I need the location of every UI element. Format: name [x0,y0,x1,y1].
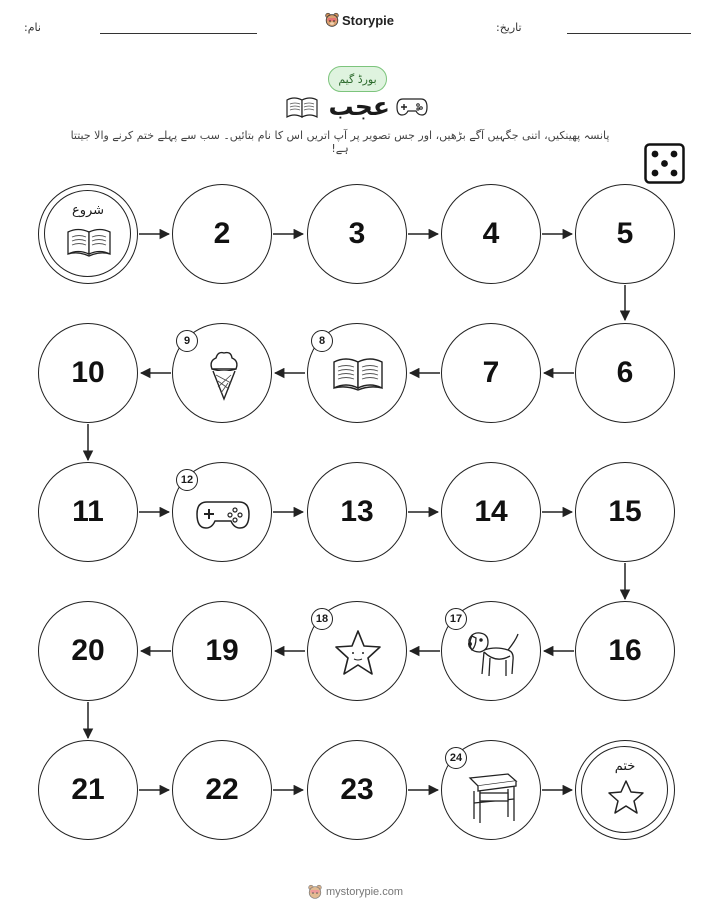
board-space[interactable]: 5 [575,184,675,284]
space-number: 8 [311,330,333,352]
page-title: عجب [328,92,390,121]
board-space[interactable]: 10 [38,323,138,423]
ice-cream-icon [173,324,273,424]
board-space-picture[interactable] [441,740,541,840]
board-space[interactable]: 20 [38,601,138,701]
date-label: تاریخ: [496,21,522,34]
open-book-icon [39,185,139,285]
board-space[interactable]: 4 [441,184,541,284]
end-label: ختم [614,759,636,774]
instructions: پانسہ پھینکیں، اتنی جگہیں آگے بڑھیں، اور جس تصویر پر آپ اتریں اس کا نام بتائیں۔ سب سے پہلے ختم کرنے والا جیتتا ہے! [70,129,610,155]
board-space[interactable]: 13 [307,462,407,562]
board-space[interactable]: 21 [38,740,138,840]
dog-icon [442,602,542,702]
space-number: 17 [445,608,467,630]
school-desk-icon [442,741,542,841]
board-space[interactable]: 19 [172,601,272,701]
board-space-picture[interactable] [307,601,407,701]
board-space[interactable]: 11 [38,462,138,562]
open-book-icon [308,324,408,424]
star-icon [308,602,408,702]
space-number: 18 [311,608,333,630]
board-space[interactable]: 22 [172,740,272,840]
start-label: شروع [71,203,105,218]
board-space[interactable]: 15 [575,462,675,562]
brand-name: Storypie [342,12,395,28]
start-space[interactable] [38,184,138,284]
finish-space[interactable] [575,740,675,840]
board-space[interactable]: 14 [441,462,541,562]
board-space-picture[interactable] [441,601,541,701]
board-space[interactable]: 7 [441,323,541,423]
board-space-picture[interactable] [172,462,272,562]
name-label: نام: [24,21,41,34]
footer-url[interactable]: mystorypie.com [326,886,404,898]
space-number: 24 [445,747,467,769]
board-space-picture[interactable] [172,323,272,423]
board-space[interactable]: 3 [307,184,407,284]
board-space[interactable]: 23 [307,740,407,840]
space-number: 12 [176,469,198,491]
board-space[interactable]: 6 [575,323,675,423]
board-game-badge: بورڈ گیم [328,66,387,92]
footer [308,884,403,900]
board-space[interactable]: 2 [172,184,272,284]
star-icon [576,741,676,841]
game-controller-icon [173,463,273,563]
board-space-picture[interactable] [307,323,407,423]
board-space[interactable]: 16 [575,601,675,701]
bear-logo-icon [308,884,322,900]
space-number: 9 [176,330,198,352]
